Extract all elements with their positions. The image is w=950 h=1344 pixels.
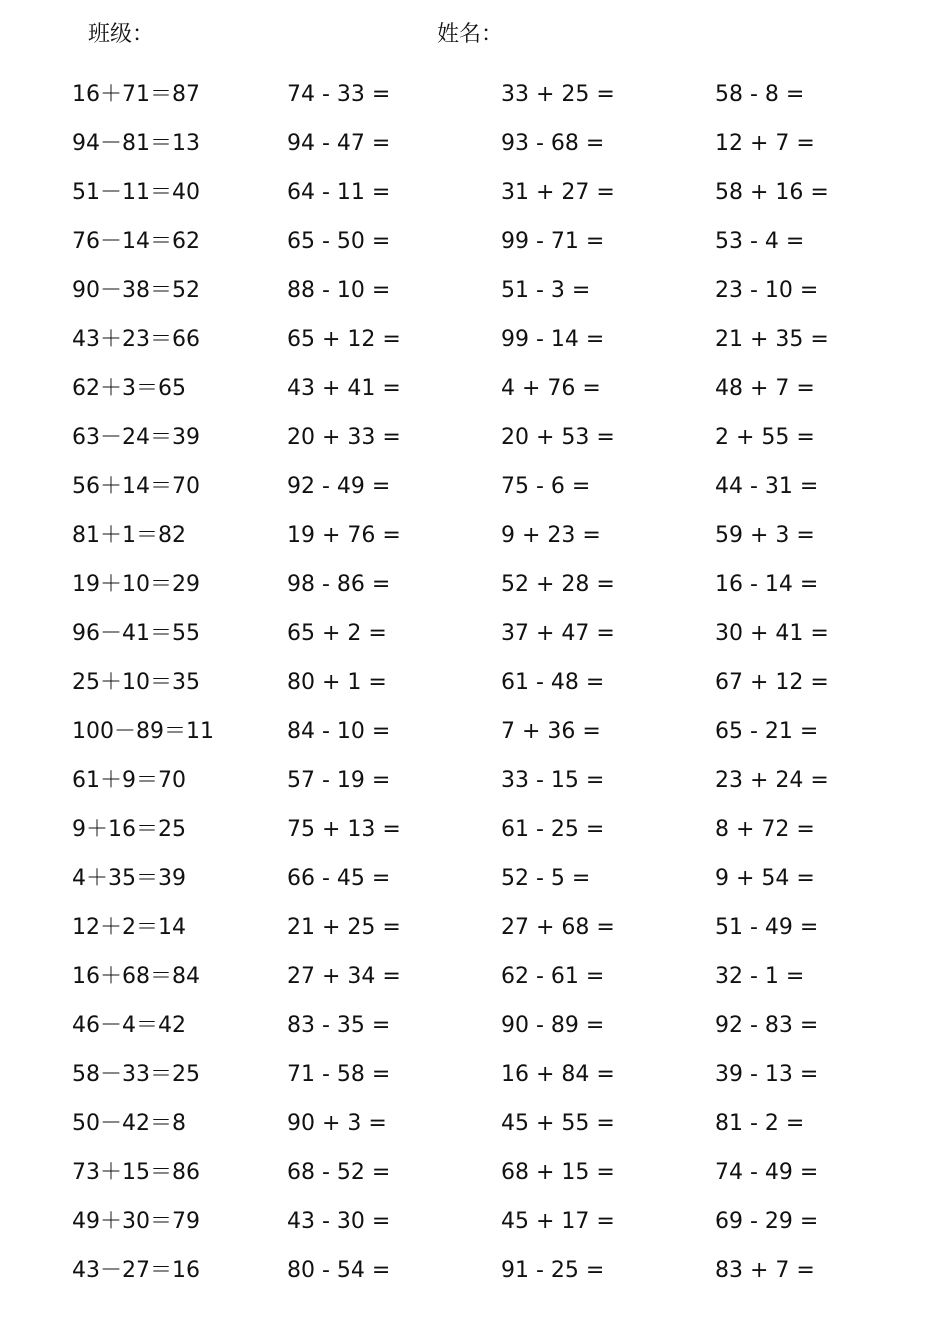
math-problem: 58－33＝25	[72, 1062, 200, 1087]
math-problem: 8 + 72 =	[715, 817, 815, 842]
math-problem: 46－4＝42	[72, 1013, 186, 1038]
problem-row	[0, 1050, 950, 1099]
math-problem: 57 - 19 =	[287, 768, 391, 793]
math-problem: 19＋10＝29	[72, 572, 200, 597]
math-problem: 94－81＝13	[72, 131, 200, 156]
math-problem: 16＋71＝87	[72, 82, 200, 107]
math-problem: 4＋35＝39	[72, 866, 186, 891]
math-problem: 50－42＝8	[72, 1111, 186, 1136]
math-problem: 58 + 16 =	[715, 180, 829, 205]
problem-row	[0, 168, 950, 217]
problem-row	[0, 1099, 950, 1148]
math-problem: 25＋10＝35	[72, 670, 200, 695]
math-problem: 73＋15＝86	[72, 1160, 200, 1185]
problem-row	[0, 364, 950, 413]
name-label: 姓名：	[437, 22, 504, 47]
math-problem: 83 - 35 =	[287, 1013, 391, 1038]
math-problem: 76－14＝62	[72, 229, 200, 254]
math-problem: 88 - 10 =	[287, 278, 391, 303]
math-problem: 61 - 48 =	[501, 670, 605, 695]
math-problem: 96－41＝55	[72, 621, 200, 646]
math-problem: 33 + 25 =	[501, 82, 615, 107]
problem-row	[0, 756, 950, 805]
math-problem: 44 - 31 =	[715, 474, 819, 499]
problem-row	[0, 854, 950, 903]
math-problem: 83 + 7 =	[715, 1258, 815, 1283]
math-problem: 99 - 71 =	[501, 229, 605, 254]
problem-grid	[0, 70, 950, 1295]
math-problem: 69 - 29 =	[715, 1209, 819, 1234]
problem-row	[0, 511, 950, 560]
math-problem: 48 + 7 =	[715, 376, 815, 401]
math-problem: 9 + 54 =	[715, 866, 815, 891]
math-problem: 53 - 4 =	[715, 229, 805, 254]
math-problem: 21 + 35 =	[715, 327, 829, 352]
math-problem: 91 - 25 =	[501, 1258, 605, 1283]
math-problem: 81＋1＝82	[72, 523, 186, 548]
problem-row	[0, 1197, 950, 1246]
problem-row	[0, 805, 950, 854]
math-problem: 99 - 14 =	[501, 327, 605, 352]
math-problem: 51 - 3 =	[501, 278, 591, 303]
math-problem: 16 - 14 =	[715, 572, 819, 597]
math-problem: 12＋2＝14	[72, 915, 186, 940]
math-problem: 80 - 54 =	[287, 1258, 391, 1283]
math-problem: 49＋30＝79	[72, 1209, 200, 1234]
math-problem: 62＋3＝65	[72, 376, 186, 401]
math-problem: 30 + 41 =	[715, 621, 829, 646]
problem-row	[0, 1001, 950, 1050]
math-problem: 45 + 17 =	[501, 1209, 615, 1234]
math-problem: 80 + 1 =	[287, 670, 387, 695]
math-problem: 52 + 28 =	[501, 572, 615, 597]
math-problem: 90 - 89 =	[501, 1013, 605, 1038]
math-problem: 92 - 49 =	[287, 474, 391, 499]
math-problem: 74 - 33 =	[287, 82, 391, 107]
math-problem: 94 - 47 =	[287, 131, 391, 156]
problem-row	[0, 903, 950, 952]
math-problem: 65 + 12 =	[287, 327, 401, 352]
math-problem: 74 - 49 =	[715, 1160, 819, 1185]
math-problem: 84 - 10 =	[287, 719, 391, 744]
worksheet-header	[0, 18, 950, 52]
math-problem: 43 + 41 =	[287, 376, 401, 401]
math-problem: 61 - 25 =	[501, 817, 605, 842]
math-problem: 58 - 8 =	[715, 82, 805, 107]
math-problem: 19 + 76 =	[287, 523, 401, 548]
problem-row	[0, 560, 950, 609]
math-problem: 4 + 76 =	[501, 376, 601, 401]
math-problem: 65 - 50 =	[287, 229, 391, 254]
math-problem: 31 + 27 =	[501, 180, 615, 205]
math-problem: 81 - 2 =	[715, 1111, 805, 1136]
math-problem: 59 + 3 =	[715, 523, 815, 548]
problem-row	[0, 70, 950, 119]
problem-row	[0, 1246, 950, 1295]
problem-row	[0, 658, 950, 707]
math-problem: 33 - 15 =	[501, 768, 605, 793]
math-problem: 71 - 58 =	[287, 1062, 391, 1087]
problem-row	[0, 266, 950, 315]
math-problem: 39 - 13 =	[715, 1062, 819, 1087]
math-problem: 98 - 86 =	[287, 572, 391, 597]
problem-row	[0, 217, 950, 266]
math-problem: 7 + 36 =	[501, 719, 601, 744]
math-problem: 65 - 21 =	[715, 719, 819, 744]
math-problem: 92 - 83 =	[715, 1013, 819, 1038]
math-problem: 75 - 6 =	[501, 474, 591, 499]
math-problem: 93 - 68 =	[501, 131, 605, 156]
math-problem: 65 + 2 =	[287, 621, 387, 646]
math-problem: 51 - 49 =	[715, 915, 819, 940]
math-problem: 43 - 30 =	[287, 1209, 391, 1234]
math-problem: 64 - 11 =	[287, 180, 391, 205]
problem-row	[0, 952, 950, 1001]
math-problem: 43－27＝16	[72, 1258, 200, 1283]
math-problem: 16＋68＝84	[72, 964, 200, 989]
math-problem: 37 + 47 =	[501, 621, 615, 646]
math-problem: 75 + 13 =	[287, 817, 401, 842]
math-problem: 68 + 15 =	[501, 1160, 615, 1185]
math-problem: 9＋16＝25	[72, 817, 186, 842]
math-problem: 63－24＝39	[72, 425, 200, 450]
problem-row	[0, 315, 950, 364]
math-problem: 27 + 68 =	[501, 915, 615, 940]
math-problem: 61＋9＝70	[72, 768, 186, 793]
problem-row	[0, 1148, 950, 1197]
problem-row	[0, 413, 950, 462]
math-problem: 21 + 25 =	[287, 915, 401, 940]
math-problem: 9 + 23 =	[501, 523, 601, 548]
math-problem: 2 + 55 =	[715, 425, 815, 450]
math-problem: 90 + 3 =	[287, 1111, 387, 1136]
math-problem: 68 - 52 =	[287, 1160, 391, 1185]
problem-row	[0, 609, 950, 658]
math-problem: 90－38＝52	[72, 278, 200, 303]
problem-row	[0, 119, 950, 168]
problem-row	[0, 462, 950, 511]
math-problem: 20 + 33 =	[287, 425, 401, 450]
math-problem: 56＋14＝70	[72, 474, 200, 499]
math-problem: 52 - 5 =	[501, 866, 591, 891]
math-problem: 67 + 12 =	[715, 670, 829, 695]
math-problem: 16 + 84 =	[501, 1062, 615, 1087]
math-problem: 51－11＝40	[72, 180, 200, 205]
class-label: 班级：	[88, 22, 155, 47]
math-problem: 66 - 45 =	[287, 866, 391, 891]
math-problem: 100－89＝11	[72, 719, 214, 744]
math-problem: 20 + 53 =	[501, 425, 615, 450]
problem-row	[0, 707, 950, 756]
math-problem: 12 + 7 =	[715, 131, 815, 156]
math-problem: 45 + 55 =	[501, 1111, 615, 1136]
math-problem: 23 - 10 =	[715, 278, 819, 303]
math-problem: 43＋23＝66	[72, 327, 200, 352]
math-problem: 27 + 34 =	[287, 964, 401, 989]
math-problem: 23 + 24 =	[715, 768, 829, 793]
math-problem: 62 - 61 =	[501, 964, 605, 989]
math-problem: 32 - 1 =	[715, 964, 805, 989]
